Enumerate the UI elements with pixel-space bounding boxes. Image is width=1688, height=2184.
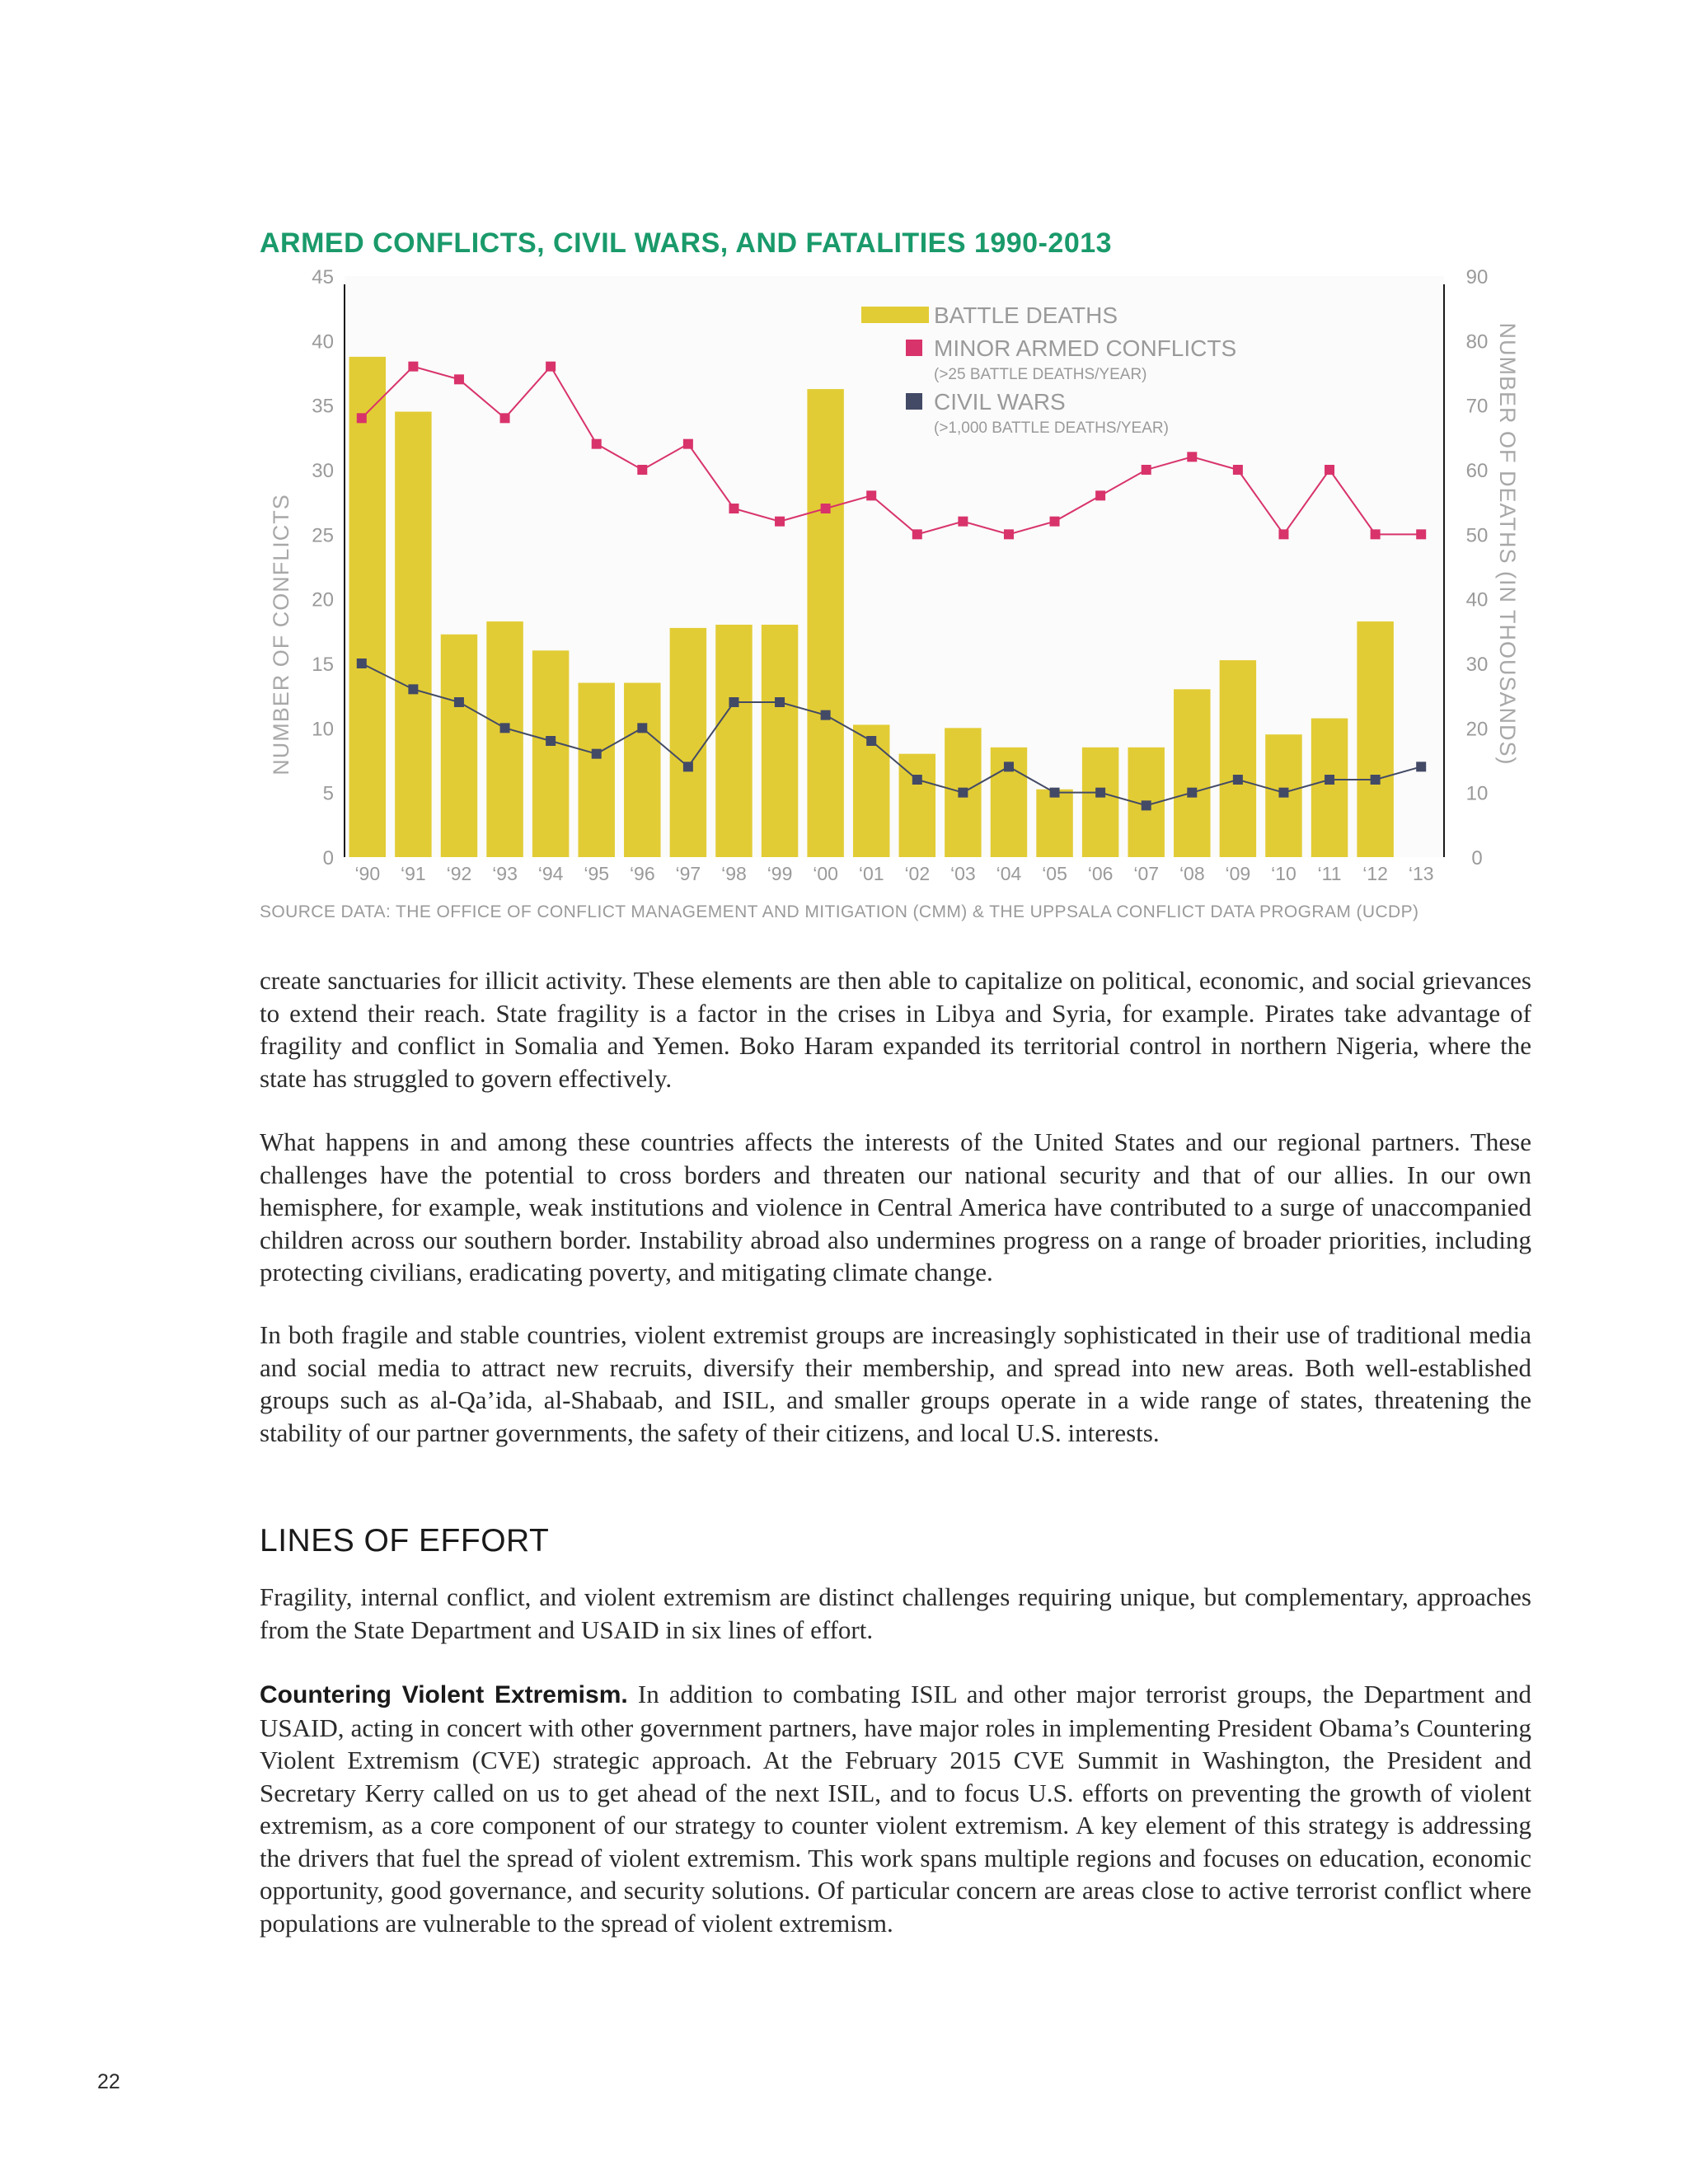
- conflicts-chart: [0, 0, 1688, 931]
- bar-battle-deaths-21: [1311, 719, 1348, 857]
- x-tick-label-19: ‘09: [1225, 863, 1251, 884]
- bar-battle-deaths-7: [670, 628, 706, 857]
- marker-minor-14: [1004, 529, 1014, 539]
- legend-label-0: BATTLE DEATHS: [934, 302, 1118, 328]
- left-tick-label: 0: [322, 847, 334, 869]
- x-tick-label-12: ‘02: [904, 863, 931, 884]
- marker-civil-23: [1416, 762, 1426, 771]
- paragraph-3: In both fragile and stable countries, violent extremist groups are increasingly sophisticated in their use of traditional media and social media to attract new recruits, diversify their membership, and spread into new areas. Both well-established groups such as al-Qa’ida, al-Shabaab, and ISIL, and smaller groups operate in a wide range of states, threatening the stability of our partner governments, the safety of their citizens, and local U.S. interests.: [260, 1320, 1531, 1447]
- bar-battle-deaths-15: [1036, 790, 1072, 857]
- marker-minor-7: [683, 439, 693, 449]
- marker-minor-17: [1142, 465, 1151, 475]
- x-tick-label-22: ‘12: [1362, 863, 1388, 884]
- marker-civil-8: [729, 697, 738, 707]
- x-tick-label-13: ‘03: [950, 863, 976, 884]
- cve-text: In addition to combating ISIL and other major terrorist groups, the Department and USAID, acting in concert with other government partners, have major roles in implementing President Obama’s Countering Violent Extremism (CVE) strategic approach. At the February 2015 CVE Summit in Washington, the President and Secretary Kerry called on us to get ahead of the next ISIL, and to focus U.S. efforts on preventing the growth of violent extremism, as a core component of our strategy to counter violent extremism. A key element of this strategy is addressing the drivers that fuel the spread of violent extremism. This work spans multiple regions and focuses on education, economic opportunity, good governance, and security solutions. Of particular concern are areas close to active terrorist conflict where populations are vulnerable to the spread of violent extremism.: [260, 1680, 1531, 1938]
- left-tick-label: 25: [312, 524, 334, 547]
- x-tick-label-11: ‘01: [858, 863, 884, 884]
- right-tick-label: 80: [1465, 330, 1489, 354]
- marker-civil-16: [1095, 788, 1105, 798]
- left-tick-label: 20: [312, 588, 334, 612]
- marker-minor-15: [1050, 517, 1060, 527]
- marker-minor-1: [408, 362, 418, 372]
- x-tick-label-20: ‘10: [1271, 863, 1296, 884]
- right-axis-title: NUMBER OF DEATHS (IN THOUSANDS): [1495, 322, 1520, 766]
- marker-civil-6: [637, 723, 647, 733]
- legend-swatch-0: [861, 307, 929, 323]
- marker-civil-14: [1004, 762, 1014, 771]
- marker-minor-5: [592, 439, 602, 449]
- cve-lead: Countering Violent Extremism.: [260, 1681, 628, 1708]
- marker-civil-18: [1187, 788, 1197, 798]
- source-note: SOURCE DATA: THE OFFICE OF CONFLICT MANAGEMENT AND MITIGATION (CMM) & THE UPPSALA CONFLICT DATA PROGRAM (UCDP): [260, 902, 1419, 921]
- bar-battle-deaths-5: [578, 683, 614, 858]
- marker-civil-17: [1142, 800, 1151, 810]
- marker-civil-3: [500, 723, 510, 733]
- bar-battle-deaths-10: [807, 389, 843, 857]
- x-tick-label-16: ‘06: [1087, 863, 1114, 884]
- paragraph-4: Fragility, internal conflict, and violent extremism are distinct challenges requiring unique, but complementary, approaches from the State Department and USAID in six lines of effort.: [260, 1582, 1531, 1644]
- marker-civil-5: [592, 749, 602, 759]
- right-tick-label: 60: [1465, 460, 1489, 482]
- paragraph-1: create sanctuaries for illicit activity. These elements are then able to capitalize on political, economic, and social grievances to extend their reach. State fragility is a factor in the crises in Libya and Syria, for example. Pirates take advantage of fragility and conflict in Somalia and Yemen. Boko Haram expanded its territorial control in northern Nigeria, where the state has struggled to govern effectively.: [260, 966, 1531, 1093]
- marker-minor-22: [1371, 529, 1381, 539]
- legend-note-1: (>25 BATTLE DEATHS/YEAR): [934, 366, 1147, 383]
- right-tick-label: 30: [1465, 654, 1489, 676]
- right-tick-label: 90: [1465, 266, 1489, 288]
- bar-battle-deaths-16: [1082, 748, 1118, 857]
- paragraph-2: What happens in and among these countries affects the interests of the United States and our regional partners. These challenges have the potential to cross borders and threaten our national security and that of our allies. In our own hemisphere, for example, weak institutions and violence in Central America have contributed to a surge of unaccompanied children across our southern border. Instability abroad also undermines progress on a range of broader priorities, including protecting civilians, eradicating poverty, and mitigating climate change.: [260, 1127, 1531, 1286]
- marker-civil-11: [866, 736, 876, 746]
- x-tick-label-1: ‘91: [401, 863, 426, 884]
- marker-civil-4: [546, 736, 556, 746]
- bar-battle-deaths-0: [349, 357, 386, 857]
- marker-minor-11: [866, 490, 876, 500]
- marker-civil-0: [357, 658, 367, 668]
- marker-civil-13: [958, 788, 968, 798]
- x-tick-label-14: ‘04: [996, 863, 1022, 884]
- x-tick-label-21: ‘11: [1317, 863, 1342, 884]
- bar-battle-deaths-1: [395, 412, 431, 858]
- bar-battle-deaths-8: [715, 625, 752, 857]
- marker-minor-12: [912, 529, 922, 539]
- marker-civil-1: [408, 684, 418, 694]
- marker-minor-6: [637, 465, 647, 475]
- legend-swatch-1: [906, 340, 922, 356]
- left-tick-label: 40: [312, 330, 334, 354]
- x-tick-label-10: ‘00: [813, 863, 838, 884]
- legend-swatch-2: [906, 393, 922, 410]
- x-tick-label-5: ‘95: [584, 863, 610, 884]
- chart-title: ARMED CONFLICTS, CIVIL WARS, AND FATALITIES 1990-2013: [260, 227, 1113, 259]
- left-tick-label: 45: [312, 266, 334, 288]
- section-heading: LINES OF EFFORT: [260, 1523, 550, 1558]
- marker-minor-4: [546, 362, 556, 372]
- left-tick-label: 10: [312, 718, 334, 741]
- x-tick-label-9: ‘99: [767, 863, 793, 884]
- right-tick-label: 20: [1465, 718, 1489, 741]
- marker-minor-23: [1416, 529, 1426, 539]
- legend-note-2: (>1,000 BATTLE DEATHS/YEAR): [934, 419, 1169, 437]
- marker-minor-0: [357, 413, 367, 423]
- right-tick-label: 70: [1465, 395, 1489, 418]
- marker-civil-15: [1050, 788, 1060, 798]
- bar-battle-deaths-9: [762, 625, 798, 857]
- x-tick-label-7: ‘97: [675, 863, 701, 884]
- x-tick-label-3: ‘93: [492, 863, 518, 884]
- x-tick-label-15: ‘05: [1042, 863, 1067, 884]
- x-tick-label-2: ‘92: [446, 863, 472, 884]
- marker-civil-22: [1371, 775, 1381, 785]
- left-tick-label: 35: [312, 395, 334, 418]
- marker-minor-3: [500, 413, 510, 423]
- x-tick-label-4: ‘94: [537, 863, 564, 884]
- bar-battle-deaths-2: [441, 635, 477, 857]
- x-tick-label-8: ‘98: [721, 863, 747, 884]
- marker-civil-12: [912, 775, 922, 785]
- marker-minor-10: [821, 504, 831, 513]
- bar-battle-deaths-4: [532, 650, 569, 857]
- marker-minor-21: [1325, 465, 1334, 475]
- marker-civil-7: [683, 762, 693, 771]
- marker-civil-10: [821, 710, 831, 720]
- marker-minor-2: [454, 374, 464, 384]
- marker-minor-18: [1187, 452, 1197, 462]
- right-tick-label: 50: [1465, 524, 1489, 547]
- right-tick-label: 40: [1465, 588, 1489, 612]
- bar-battle-deaths-6: [624, 683, 660, 858]
- bar-battle-deaths-18: [1174, 689, 1210, 857]
- marker-minor-8: [729, 504, 738, 513]
- marker-minor-20: [1278, 529, 1288, 539]
- marker-minor-13: [958, 517, 968, 527]
- right-tick-label: 0: [1471, 847, 1483, 869]
- left-tick-label: 5: [322, 782, 334, 805]
- x-tick-label-18: ‘08: [1179, 863, 1205, 884]
- marker-civil-2: [454, 697, 464, 707]
- right-tick-label: 10: [1465, 782, 1489, 805]
- x-tick-label-23: ‘13: [1408, 863, 1434, 884]
- page-number: 22: [97, 2070, 120, 2093]
- x-tick-label-0: ‘90: [354, 863, 381, 884]
- marker-minor-9: [775, 517, 785, 527]
- left-tick-label: 15: [312, 654, 334, 676]
- marker-minor-19: [1233, 465, 1243, 475]
- marker-civil-20: [1278, 788, 1288, 798]
- bar-battle-deaths-19: [1220, 660, 1256, 857]
- left-tick-label: 30: [312, 460, 334, 482]
- legend-label-2: CIVIL WARS: [934, 389, 1066, 415]
- marker-civil-21: [1325, 775, 1334, 785]
- marker-minor-16: [1095, 490, 1105, 500]
- bar-battle-deaths-3: [486, 621, 523, 857]
- bar-battle-deaths-22: [1357, 621, 1393, 857]
- marker-civil-19: [1233, 775, 1243, 785]
- marker-civil-9: [775, 697, 785, 707]
- x-tick-label-17: ‘07: [1133, 863, 1160, 884]
- x-tick-label-6: ‘96: [629, 863, 655, 884]
- left-axis-title: NUMBER OF CONFLICTS: [269, 494, 293, 776]
- paragraph-5: [260, 1678, 1531, 1939]
- legend-label-1: MINOR ARMED CONFLICTS: [934, 335, 1237, 361]
